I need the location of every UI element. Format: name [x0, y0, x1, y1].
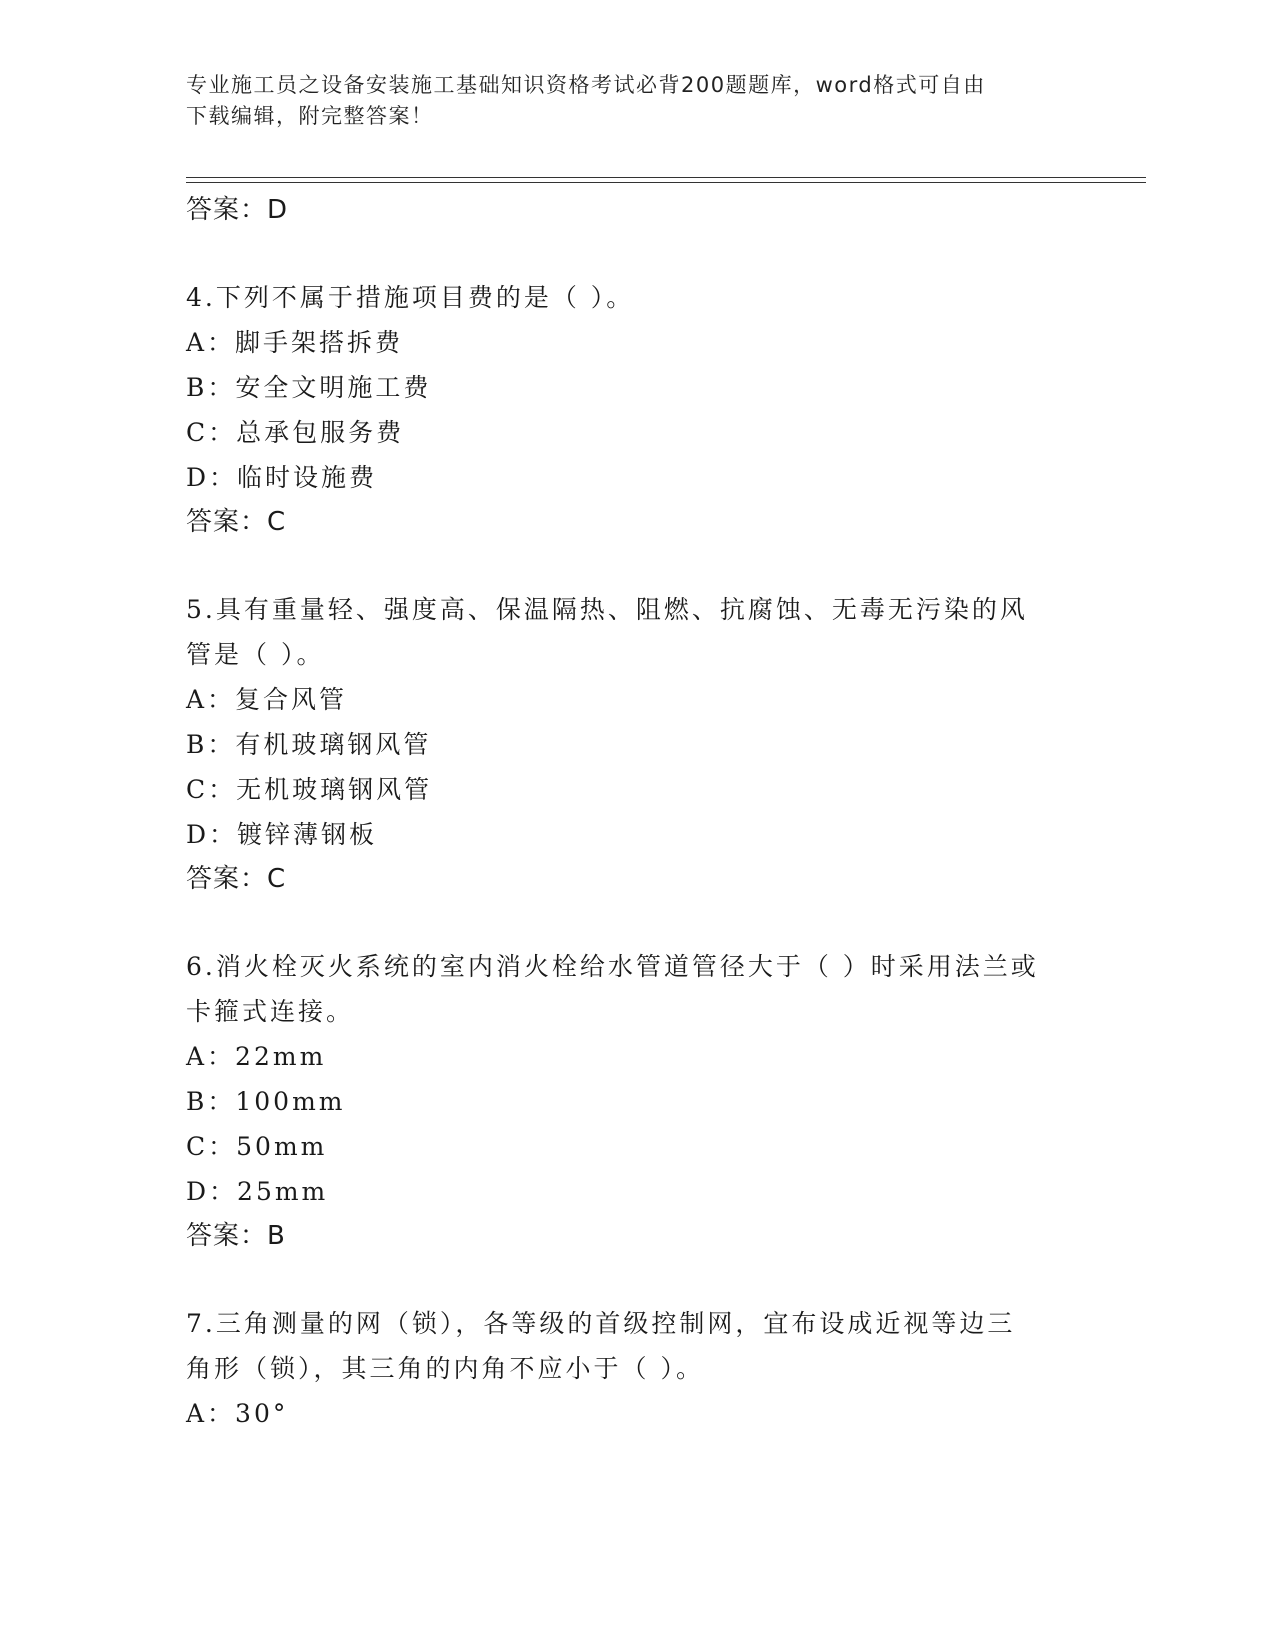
- option-b: B：有机玻璃钢风管: [186, 730, 432, 759]
- previous-answer: 答案：D: [186, 195, 289, 225]
- question-6: [186, 944, 1086, 1259]
- option-b: B：安全文明施工费: [186, 373, 432, 402]
- question-stem: 5.具有重量轻、强度高、保温隔热、阻燃、抗腐蚀、无毒无污染的风: [186, 595, 1028, 624]
- option-a: A：脚手架搭拆费: [186, 328, 404, 357]
- question-stem-continued: 角形（锁），其三角的内角不应小于（ ）。: [186, 1354, 704, 1383]
- answer: 答案：C: [186, 507, 287, 537]
- option-b: B：100mm: [186, 1087, 346, 1116]
- spacer: [186, 1259, 1086, 1301]
- document-header: [186, 70, 1066, 132]
- question-5: [186, 587, 1086, 902]
- spacer: [186, 233, 1086, 275]
- question-stem: 6.消火栓灭火系统的室内消火栓给水管道管径大于（ ）时采用法兰或: [186, 952, 1039, 981]
- option-a: A：复合风管: [186, 685, 348, 714]
- answer: 答案：B: [186, 1221, 286, 1251]
- header-line-2: 下载编辑，附完整答案！: [186, 104, 434, 128]
- question-stem-continued: 管是（ ）。: [186, 640, 325, 669]
- header-rule-bottom: [186, 182, 1146, 183]
- option-c: C：总承包服务费: [186, 418, 405, 447]
- answer: 答案：C: [186, 864, 287, 894]
- option-d: D：镀锌薄钢板: [186, 820, 378, 849]
- spacer: [186, 902, 1086, 944]
- option-c: C：50mm: [186, 1132, 328, 1161]
- option-d: D：临时设施费: [186, 463, 378, 492]
- question-4: [186, 275, 1086, 545]
- option-a: A：22mm: [186, 1042, 327, 1071]
- question-stem: 7.三角测量的网（锁），各等级的首级控制网，宜布设成近视等边三: [186, 1309, 1016, 1338]
- question-7: [186, 1301, 1086, 1436]
- question-stem: 4.下列不属于措施项目费的是（ ）。: [186, 283, 635, 312]
- option-c: C：无机玻璃钢风管: [186, 775, 433, 804]
- option-a: A：30°: [186, 1399, 289, 1428]
- option-d: D：25mm: [186, 1177, 329, 1206]
- header-rule-top: [186, 177, 1146, 178]
- question-list: [186, 188, 1086, 1436]
- question-stem-continued: 卡箍式连接。: [186, 997, 355, 1026]
- spacer: [186, 545, 1086, 587]
- header-line-1: 专业施工员之设备安装施工基础知识资格考试必背200题题库，word格式可自由: [186, 73, 986, 97]
